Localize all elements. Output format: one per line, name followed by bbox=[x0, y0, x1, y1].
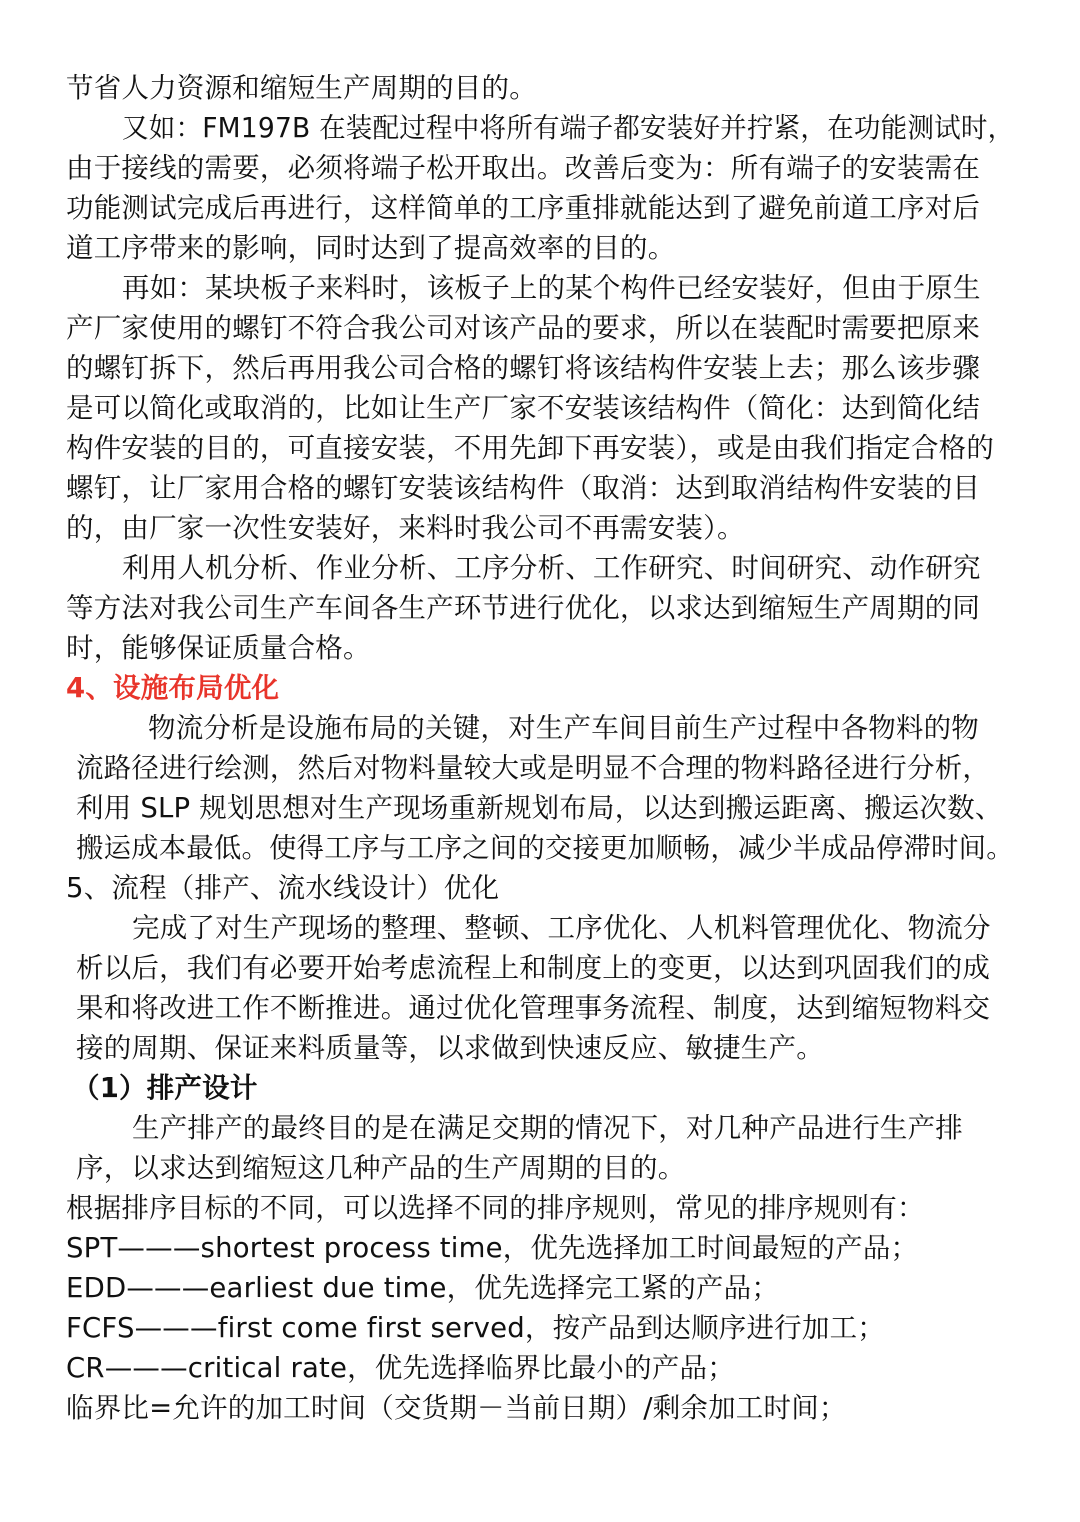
text-line: 生产排产的最终目的是在满足交期的情况下，对几种产品进行生产排 bbox=[132, 1112, 963, 1144]
text-line: 利用人机分析、作业分析、工序分析、工作研究、时间研究、动作研究 bbox=[122, 552, 981, 584]
text-line: 由于接线的需要，必须将端子松开取出。改善后变为：所有端子的安装需在 bbox=[66, 152, 981, 184]
text-line: 根据排序目标的不同，可以选择不同的排序规则，常见的排序规则有： bbox=[66, 1192, 925, 1224]
rule-cr: CR———critical rate，优先选择临界比最小的产品； bbox=[66, 1352, 735, 1384]
text-line: 接的周期、保证来料质量等，以求做到快速反应、敏捷生产。 bbox=[76, 1032, 824, 1064]
text-line: 道工序带来的影响，同时达到了提高效率的目的。 bbox=[66, 232, 676, 264]
text-line: 利用 SLP 规划思想对生产现场重新规划布局，以达到搬运距离、搬运次数、 bbox=[76, 792, 1003, 824]
text-line: 螺钉，让厂家用合格的螺钉安装该结构件（取消：达到取消结构件安装的目 bbox=[66, 472, 981, 504]
text-line: 的，由厂家一次性安装好，来料时我公司不再需安装）。 bbox=[66, 512, 745, 544]
text-line: 节省人力资源和缩短生产周期的目的。 bbox=[66, 72, 537, 104]
subsection-heading: （1）排产设计 bbox=[72, 1072, 258, 1104]
text-line: 序，以求达到缩短这几种产品的生产周期的目的。 bbox=[76, 1152, 686, 1184]
section-heading-5: 5、流程（排产、流水线设计）优化 bbox=[66, 872, 500, 904]
text-line: 时，能够保证质量合格。 bbox=[66, 632, 371, 664]
text-line: 又如：FM197B 在装配过程中将所有端子都安装好并拧紧，在功能测试时， bbox=[122, 112, 1015, 144]
rule-spt: SPT———shortest process time，优先选择加工时间最短的产品； bbox=[66, 1232, 919, 1264]
rule-edd: EDD———earliest due time，优先选择完工紧的产品； bbox=[66, 1272, 780, 1304]
text-line: 析以后，我们有必要开始考虑流程上和制度上的变更，以达到巩固我们的成 bbox=[76, 952, 991, 984]
text-line: 功能测试完成后再进行，这样简单的工序重排就能达到了避免前道工序对后 bbox=[66, 192, 981, 224]
rule-fcfs: FCFS———first come first served，按产品到达顺序进行加工； bbox=[66, 1312, 885, 1344]
section-heading-4: 4、设施布局优化 bbox=[66, 672, 280, 704]
text-line: 搬运成本最低。使得工序与工序之间的交接更加顺畅，减少半成品停滞时间。 bbox=[76, 832, 1014, 864]
critical-ratio-formula: 临界比=允许的加工时间（交货期－当前日期）/剩余加工时间； bbox=[66, 1392, 847, 1424]
text-line: 再如：某块板子来料时，该板子上的某个构件已经安装好，但由于原生 bbox=[122, 272, 981, 304]
text-line: 完成了对生产现场的整理、整顿、工序优化、人机料管理优化、物流分 bbox=[132, 912, 991, 944]
text-line: 产厂家使用的螺钉不符合我公司对该产品的要求，所以在装配时需要把原来 bbox=[66, 312, 981, 344]
text-line: 果和将改进工作不断推进。通过优化管理事务流程、制度，达到缩短物料交 bbox=[76, 992, 991, 1024]
text-line: 构件安装的目的，可直接安装，不用先卸下再安装），或是由我们指定合格的 bbox=[66, 432, 995, 464]
text-line: 的螺钉拆下，然后再用我公司合格的螺钉将该结构件安装上去；那么该步骤 bbox=[66, 352, 981, 384]
text-line: 物流分析是设施布局的关键，对生产车间目前生产过程中各物料的物 bbox=[148, 712, 979, 744]
text-line: 流路径进行绘测，然后对物料量较大或是明显不合理的物料路径进行分析， bbox=[76, 752, 991, 784]
text-line: 是可以简化或取消的，比如让生产厂家不安装该结构件（简化：达到简化结 bbox=[66, 392, 981, 424]
text-line: 等方法对我公司生产车间各生产环节进行优化，以求达到缩短生产周期的同 bbox=[66, 592, 981, 624]
